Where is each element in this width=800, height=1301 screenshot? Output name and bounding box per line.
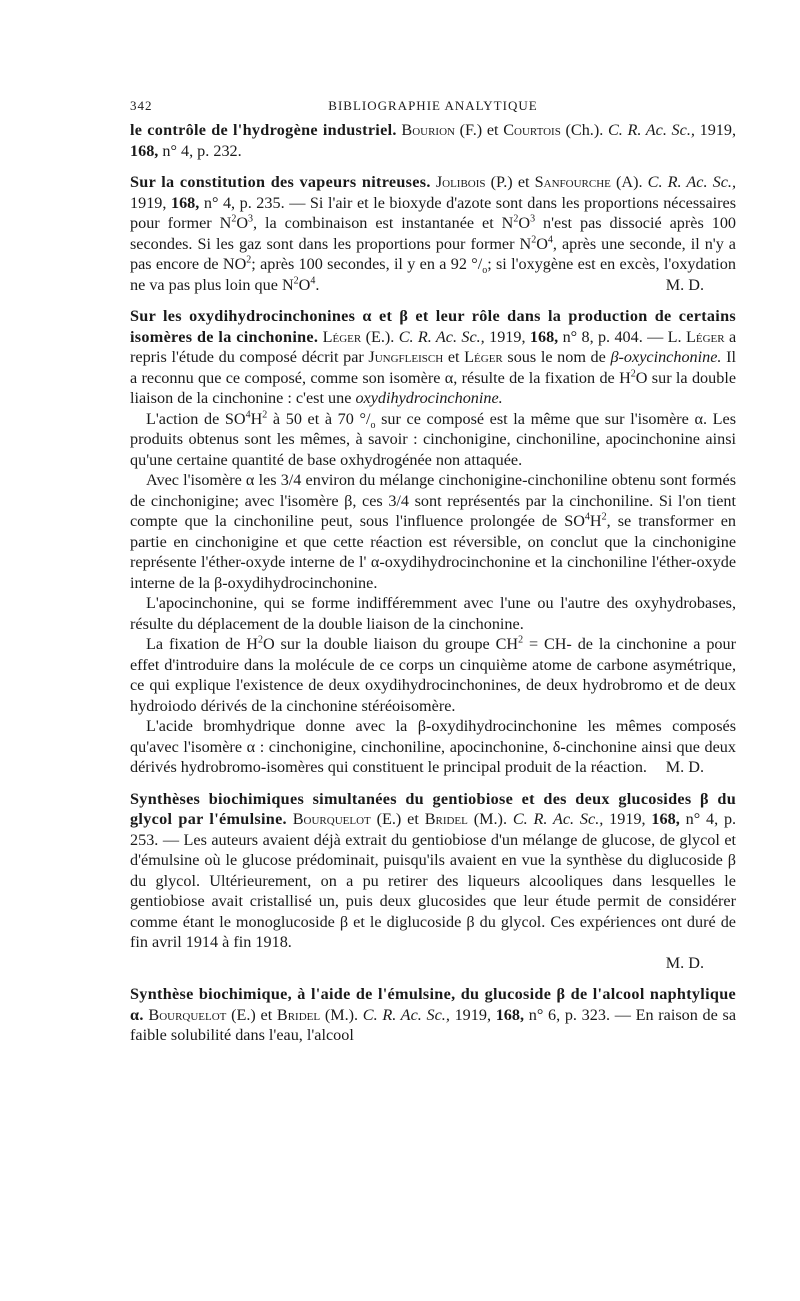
signature: M. D.: [665, 758, 704, 776]
entry-title: le contrôle de l'hydrogène industriel.: [130, 121, 397, 139]
author-name: Bourquelot: [292, 810, 371, 828]
paragraph: La fixation de $H^2O$ sur la double liaison du groupe $CH^2 = CH-$ de la cinchonine a pour effet d'introduire dans la molécule de ce corps un cinquième atome de carbone asymétrique, ce qui explique l'existence de deux oxydihydrocinchonines, de deux hydrobromo et de deux hydroiodo dérivés de la cinchonine stéréoisomère.: [130, 634, 736, 715]
author-name: Bridel: [276, 1005, 321, 1024]
entry-title: Synthèse biochimique, à l'aide de l'émulsine, du glucoside β de l'alcool naphtylique α.: [130, 985, 736, 1024]
entry-naphtylique: Synthèse biochimique, à l'aide de l'émulsine, du glucoside β de l'alcool naphtylique α. Bourquelot (E.) et Bridel (M.). C. R. Ac. Sc., 1919, 168, n° 6, p. 323. — En raison de sa faible solubilité dans l'eau, l'alcool: [130, 985, 737, 1044]
abstract-text: — En raison de sa faible solubilité dans l'eau, l'alcool: [130, 1005, 737, 1044]
journal: C. R. Ac. Sc.,: [607, 121, 695, 139]
journal: C. R. Ac. Sc.,: [512, 810, 604, 828]
author-name: Bridel: [424, 810, 468, 828]
entry-title: Synthèses biochimiques simultanées du gentiobiose et des deux glucosides β du glycol par l'émulsine.: [130, 789, 736, 828]
signature: M. D.: [665, 953, 704, 972]
author-name: Léger: [322, 327, 362, 346]
journal: C. R. Ac. Sc.,: [398, 327, 485, 346]
entry-title: Sur la constitution des vapeurs nitreuses.: [130, 173, 431, 191]
journal: C. R. Ac. Sc.,: [647, 173, 736, 191]
paragraph: L'apocinchonine, qui se forme indifféremment avec l'une ou l'autre des oxyhydrobases, résulte du déplacement de la double liaison de la cinchonine.: [130, 594, 736, 633]
journal: C. R. Ac. Sc.,: [362, 1005, 450, 1024]
paragraph: L'action de $SO^4H^2$ à 50 et à 70 $^\circ/_o$ sur ce composé est la même que sur l'isomère α. Les produits obtenus sont les mêmes, à savoir : cinchonigine, cinchoniline, apocinchonine ainsi qu'une certaine quantité de base oxhydrogénée non attaquée.: [130, 409, 737, 469]
author-name: Courtois: [503, 121, 561, 139]
entry-title: Sur les oxydihydrocinchonines α et β et leur rôle dans la production de certains isomères de la cinchonine.: [130, 307, 736, 346]
volume: 168,: [529, 327, 559, 346]
volume: 168,: [130, 141, 159, 160]
volume: 168,: [495, 1005, 525, 1024]
author-name: Bourion: [401, 121, 455, 139]
author-name: Sanfourche: [534, 173, 611, 191]
abstract-text: — Les auteurs avaient déjà extrait du gentiobiose d'un mélange de glucose, de glycol et d'émulsine où le glucose prédominait, puisqu'ils avaient en vue la synthèse du diglucoside β du glycol. Ultérieurement, on a pu retirer des liqueurs alcooliques dans lesquelles le gentiobiose avait cristallisé un, puis deux glucosides que leur étude permit de considérer comme étant le monoglucoside β et le diglucoside β du glycol. Ces expériences ont duré de fin avril 1914 à fin 1918.: [130, 830, 737, 951]
volume: 168,: [170, 193, 200, 212]
paragraph: L'acide bromhydrique donne avec la β-oxydihydrocinchonine les mêmes composés qu'avec l'isomère α : cinchonigine, cinchoniline, apocinchonine, δ-cinchonine ainsi que deux dérivés hydrobromo-isomères qui constituent le principal produit de la réaction. M. D.: [130, 717, 736, 776]
running-title: BIBLIOGRAPHIE ANALYTIQUE: [328, 98, 538, 113]
author-name: Bourquelot: [148, 1005, 227, 1024]
signature: M. D.: [665, 275, 704, 294]
running-header: [130, 98, 736, 120]
author-name: Jolibois: [435, 173, 486, 191]
paragraph: Avec l'isomère α les 3/4 environ du mélange cinchonigine-cinchoniline obtenu sont formés de cinchonigine; avec l'isomère β, ces 3/4 sont représentés par la cinchoniline. Si l'on tient compte que la cinchoniline peut, sous l'influence prolongée de $SO^4H^2$, se transformer en partie en cinchonigine et que cette réaction est réversible, on conclut que la cinchonigine représente l'éther-oxyde interne de l' α-oxydihydrocinchonine et la cinchoniline l'éther-oxyde interne de la β-oxydihydrocinchonine.: [130, 471, 736, 592]
abstract-text: — Si l'air et le bioxyde d'azote sont dans les proportions nécessaires pour former $N^2O^3$, la combinaison est instantanée et $N^2O^3$ n'est pas dissocié après 100 secondes. Si les gaz sont dans les proportions pour former $N^2O^4$, après une seconde, il n'y a pas encore de $NO^2$; après 100 secondes, il y en a 92 $^\circ/_o$; si l'oxygène est en excès, l'oxydation ne va pas plus loin que $N^2O^4$.: [130, 193, 737, 294]
volume: 168,: [651, 810, 680, 828]
entry-oxydihydrocinchonines: Sur les oxydihydrocinchonines α et β et leur rôle dans la production de certains isomères de la cinchonine. Léger (E.). C. R. Ac. Sc., 1919, 168, n° 8, p. 404. — L. Léger a repris l'étude du composé décrit par Jungfleisch et Léger sous le nom de β-oxycinchonine. Il a reconnu que ce composé, comme son isomère α, résulte de la fixation de $H^2O$ sur la double liaison de la cinchonine : c'est une oxydihydrocinchonine. L'action de $SO^4H^2$ à 50 et à 70 $^\circ/_o$ sur ce composé est la même que sur l'isomère α. Les produits obtenus sont les mêmes, à savoir : cinchonigine, cinchoniline, apocinchonine ainsi qu'une certaine quantité de base oxhydrogénée non attaquée. Avec l'isomère α les 3/4 environ du mélange cinchonigine-cinchoniline obtenu sont formés de cinchonigine; avec l'isomère β, ces 3/4 sont représentés par la cinchoniline. Si l'on tient compte que la cinchoniline peut, sous l'influence prolongée de $SO^4H^2$, se transformer en partie en cinchonigine et que cette réaction est réversible, on conclut que la cinchonigine représente l'éther-oxyde interne de l' α-oxydihydrocinchonine et la cinchoniline l'éther-oxyde interne de la β-oxydihydrocinchonine. L'apocinchonine, qui se forme indifféremment avec l'une ou l'autre des oxyhydrobases, résulte du déplacement de la double liaison de la cinchonine. La fixation de $H^2O$ sur la double liaison du groupe $CH^2 = CH-$ de la cinchonine a pour effet d'introduire dans la molécule de ce corps un cinquième atome de carbone asymétrique, ce qui explique l'existence de deux oxydihydrocinchonines, de deux hydrobromo et de deux hydroiodo dérivés de la cinchonine stéréoisomère. L'acide bromhydrique donne avec la β-oxydihydrocinchonine les mêmes composés qu'avec l'isomère α : cinchonigine, cinchoniline, apocinchonine, δ-cinchonine ainsi que deux dérivés hydrobromo-isomères qui constituent le principal produit de la réaction. M. D.: [130, 307, 737, 776]
entry-vapeurs-nitreuses: Sur la constitution des vapeurs nitreuses. Jolibois (P.) et Sanfourche (A). C. R. Ac. Sc., 1919, 168, n° 4, p. 235. — Si l'air et le bioxyde d'azote sont dans les proportions nécessaires pour former $N^2O^3$, la combinaison est instantanée et $N^2O^3$ n'est pas dissocié après 100 secondes. Si les gaz sont dans les proportions pour former $N^2O^4$, après une seconde, il n'y a pas encore de $NO^2$; après 100 secondes, il y en a 92 $^\circ/_o$; si l'oxygène est en excès, l'oxydation ne va pas plus loin que $N^2O^4$. M. D.: [130, 173, 737, 294]
page-number: 342: [130, 98, 153, 113]
entry-hydrogene-industriel: le contrôle de l'hydrogène industriel. Bourion (F.) et Courtois (Ch.). C. R. Ac. Sc., 1919, 168, n° 4, p. 232.: [130, 121, 737, 160]
entry-gentiobiose: Synthèses biochimiques simultanées du gentiobiose et des deux glucosides β du glycol par l'émulsine. Bourquelot (E.) et Bridel (M.). C. R. Ac. Sc., 1919, 168, n° 4, p. 253. — Les auteurs avaient déjà extrait du gentiobiose d'un mélange de glucose, de glycol et d'émulsine où le glucose prédominait, puisqu'ils avaient en vue la synthèse du diglucoside β du glycol. Ultérieurement, on a pu retirer des liqueurs alcooliques dans lesquelles le gentiobiose avait cristallisé un, puis deux glucosides que leur étude permit de considérer comme étant le monoglucoside β et le diglucoside β du glycol. Ces expériences ont duré de fin avril 1914 à fin 1918. M. D.: [130, 789, 737, 972]
page: [130, 98, 736, 1057]
